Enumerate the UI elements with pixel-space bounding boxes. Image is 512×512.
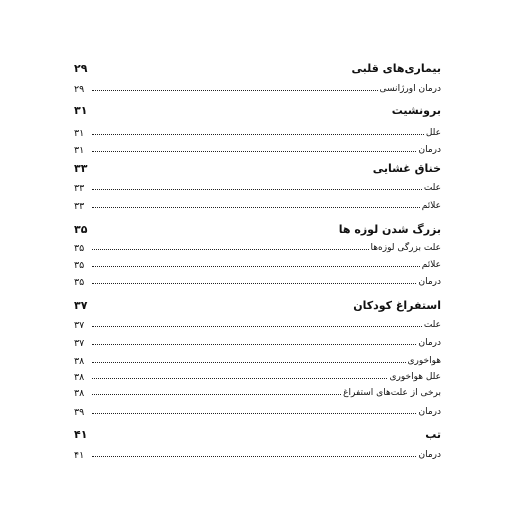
toc-item-row bbox=[74, 368, 441, 382]
toc-item-row bbox=[74, 179, 441, 193]
toc-item-row bbox=[74, 141, 441, 155]
dot-leader bbox=[92, 394, 341, 395]
toc-item-row bbox=[74, 446, 441, 460]
toc-heading-row bbox=[74, 426, 441, 440]
toc-heading-title: خناق غشایی bbox=[372, 162, 441, 175]
dot-leader bbox=[92, 151, 416, 152]
toc-item-title: علت bbox=[423, 320, 441, 330]
dot-leader bbox=[92, 249, 369, 250]
page-number: ۳۵ bbox=[74, 259, 85, 271]
page-number: ۲۹ bbox=[74, 62, 88, 75]
dot-leader bbox=[92, 134, 424, 135]
toc-item-title: درمان اورژانسی bbox=[379, 84, 441, 94]
page-number: ۴۱ bbox=[74, 449, 85, 461]
toc-heading-title: برونشیت bbox=[391, 104, 441, 117]
toc-heading-title: استفراغ کودکان bbox=[353, 299, 441, 312]
page-number: ۳۵ bbox=[74, 223, 88, 236]
toc-item-row bbox=[74, 80, 441, 94]
toc-item-row bbox=[74, 334, 441, 348]
toc-item-title: علائم bbox=[421, 260, 441, 270]
dot-leader bbox=[92, 344, 416, 345]
page-number: ۳۵ bbox=[74, 242, 85, 254]
toc-item-title: علل هواخوری bbox=[389, 372, 441, 382]
toc-item-row bbox=[74, 239, 441, 253]
toc-heading-title: بزرگ شدن لوزه ها bbox=[338, 223, 441, 236]
page-number: ۳۱ bbox=[74, 104, 88, 117]
page-number: ۳۷ bbox=[74, 319, 85, 331]
toc-item-row bbox=[74, 197, 441, 211]
toc-item-title: درمان bbox=[418, 407, 441, 417]
page-number: ۳۳ bbox=[74, 162, 88, 175]
page-number: ۳۵ bbox=[74, 276, 85, 288]
dot-leader bbox=[92, 326, 422, 327]
toc-heading-row bbox=[74, 102, 441, 116]
page-number: ۳۱ bbox=[74, 144, 85, 156]
toc-item-title: درمان bbox=[418, 450, 441, 460]
toc-item-row bbox=[74, 273, 441, 287]
toc-item-title: علائم bbox=[421, 201, 441, 211]
toc-item-title: علل bbox=[425, 128, 441, 138]
toc-heading-row bbox=[74, 297, 441, 311]
toc-item-title: درمان bbox=[418, 338, 441, 348]
toc-item-title: درمان bbox=[418, 277, 441, 287]
dot-leader bbox=[92, 456, 416, 457]
toc-heading-title: تب bbox=[425, 428, 441, 441]
dot-leader bbox=[92, 413, 416, 414]
toc-item-row bbox=[74, 384, 441, 398]
toc-heading-row bbox=[74, 60, 441, 74]
dot-leader bbox=[92, 362, 406, 363]
page-number: ۳۷ bbox=[74, 299, 88, 312]
dot-leader bbox=[92, 378, 387, 379]
page-number: ۳۸ bbox=[74, 371, 85, 383]
page-number: ۳۸ bbox=[74, 355, 85, 367]
page-number: ۳۱ bbox=[74, 127, 85, 139]
page-number: ۲۹ bbox=[74, 83, 85, 95]
dot-leader bbox=[92, 207, 420, 208]
toc-item-title: درمان bbox=[418, 145, 441, 155]
toc-item-title: هواخوری bbox=[407, 356, 441, 366]
page-number: ۳۸ bbox=[74, 387, 85, 399]
page-number: ۳۳ bbox=[74, 200, 85, 212]
page-number: ۳۷ bbox=[74, 337, 85, 349]
dot-leader bbox=[92, 189, 422, 190]
page-number: ۴۱ bbox=[74, 428, 88, 441]
toc-item-row bbox=[74, 352, 441, 366]
toc-heading-row bbox=[74, 160, 441, 174]
page-number: ۳۹ bbox=[74, 406, 85, 418]
toc-item-row bbox=[74, 316, 441, 330]
toc-item-row bbox=[74, 124, 441, 138]
dot-leader bbox=[92, 266, 420, 267]
dot-leader bbox=[92, 90, 378, 91]
toc-heading-title: بیماری‌های قلبی bbox=[351, 62, 441, 75]
toc-item-title: علت bbox=[423, 183, 441, 193]
toc-item-row bbox=[74, 403, 441, 417]
dot-leader bbox=[92, 283, 416, 284]
toc-item-title: برخی از علت‌های استفراغ bbox=[343, 388, 441, 398]
toc-item-row bbox=[74, 256, 441, 270]
toc-item-title: علت بزرگی لوزه‌ها bbox=[370, 243, 441, 253]
toc-heading-row bbox=[74, 221, 441, 235]
page-number: ۳۳ bbox=[74, 182, 85, 194]
